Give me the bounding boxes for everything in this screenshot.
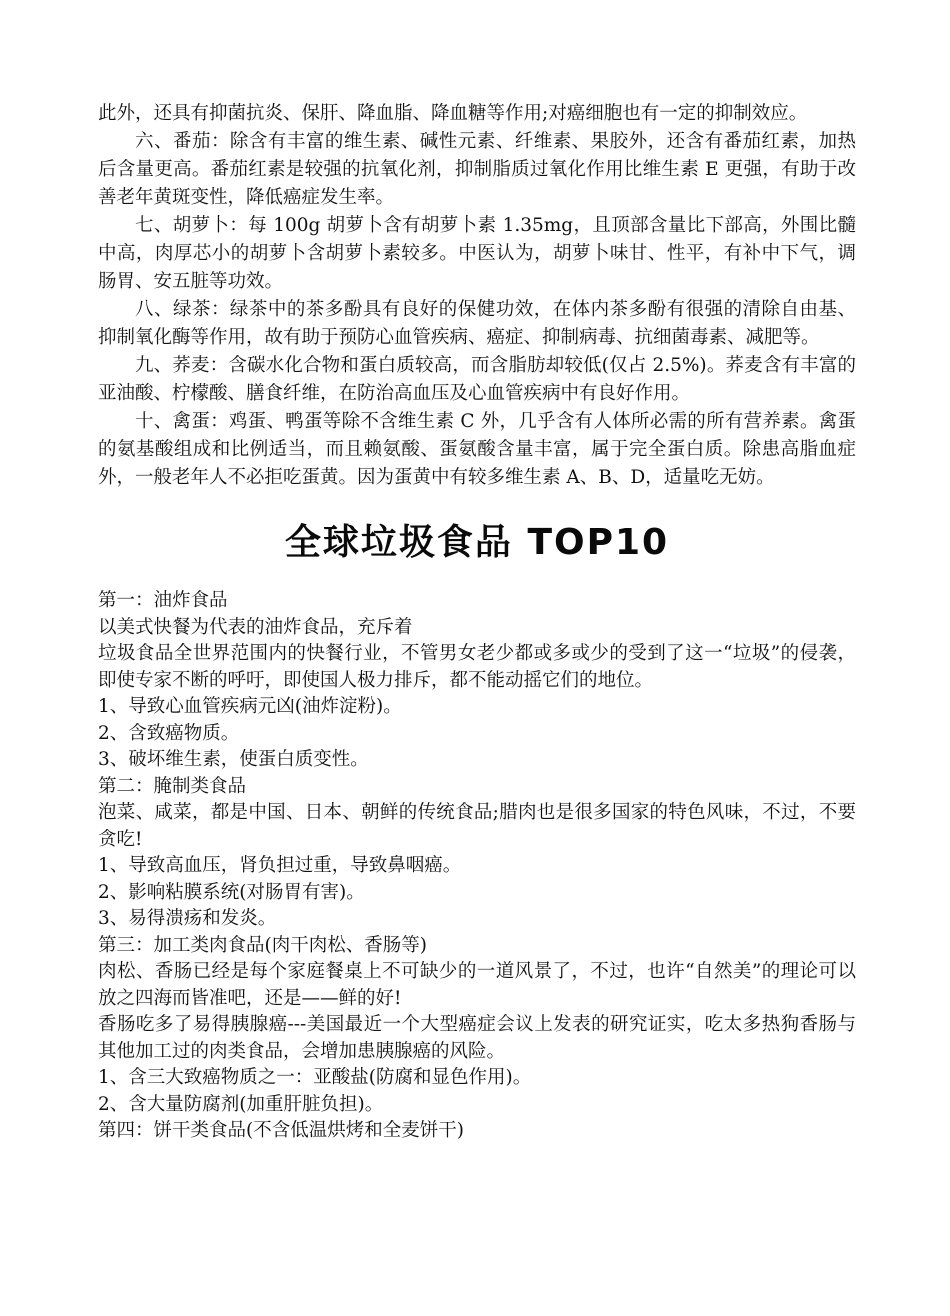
- list-item: 3、破坏维生素，使蛋白质变性。: [98, 749, 369, 770]
- list-item: 2、影响粘膜系统(对肠胃有害)。: [98, 881, 365, 903]
- heading-pickled-food: 第二：腌制类食品: [98, 775, 247, 797]
- paragraph-buckwheat: 九、荞麦：含碳水化合物和蛋白质较高，而含脂肪却较低(仅占 2.5%)。荞麦含有丰富的亚油酸、柠檬酸、膳食纤维，在防治高血压及心血管疾病中有良好作用。: [98, 355, 856, 404]
- heading-fried-food: 第一：油炸食品: [98, 590, 228, 611]
- document-page: [98, 100, 856, 1145]
- list-item: 2、含大量防腐剂(加重肝脏负担)。: [98, 1093, 384, 1115]
- heading-processed-meat: 第三：加工类肉食品(肉干肉松、香肠等): [98, 934, 427, 956]
- list-item: 2、含致癌物质。: [98, 722, 240, 744]
- section-title: 全球垃圾食品 TOP10: [284, 522, 670, 563]
- text-line: 肉松、香肠已经是每个家庭餐桌上不可缺少的一道风景了，不过，也许“自然美”的理论可以放之四海而皆准吧，还是——鲜的好!: [98, 961, 856, 1009]
- paragraph-intro-continuation: 此外，还具有抑菌抗炎、保肝、降血脂、降血糖等作用;对癌细胞也有一定的抑制效应。: [98, 103, 808, 124]
- text-line: 香肠吃多了易得胰腺癌---美国最近一个大型癌症会议上发表的研究证实，吃太多热狗香肠与其他加工过的肉类食品，会增加患胰腺癌的风险。: [98, 1014, 856, 1062]
- list-item: 3、易得溃疡和发炎。: [98, 908, 277, 929]
- text-line: 以美式快餐为代表的油炸食品，充斥着: [98, 616, 413, 638]
- paragraph-carrot: 七、胡萝卜：每 100g 胡萝卜含有胡萝卜素 1.35mg，且顶部含量比下部高，外围比髓中高，肉厚芯小的胡萝卜含胡萝卜素较多。中医认为，胡萝卜味甘、性平，有补中下气，调肠胃、安五脏等功效。: [98, 215, 856, 292]
- text-line: 泡菜、咸菜，都是中国、日本、朝鲜的传统食品;腊肉也是很多国家的特色风味，不过，不要贪吃!: [98, 802, 856, 850]
- list-item: 1、导致心血管疾病元凶(油炸淀粉)。: [98, 696, 402, 717]
- paragraph-tomato: 六、番茄：除含有丰富的维生素、碱性元素、纤维素、果胶外，还含有番茄红素，加热后含量更高。番茄红素是较强的抗氧化剂，抑制脂质过氧化作用比维生素 E 更强，有助于改善老年黄斑变性，降低癌症发生率。: [98, 131, 856, 208]
- list-item: 1、含三大致癌物质之一：亚酸盐(防腐和显色作用)。: [98, 1067, 532, 1088]
- heading-biscuits: 第四：饼干类食品(不含低温烘烤和全麦饼干): [98, 1120, 464, 1141]
- text-line: 垃圾食品全世界范围内的快餐行业，不管男女老少都或多或少的受到了这一“垃圾”的侵袭，即使专家不断的呼吁，即使国人极力排斥，都不能动摇它们的地位。: [98, 643, 856, 691]
- paragraph-eggs: 十、禽蛋：鸡蛋、鸭蛋等除不含维生素 C 外，几乎含有人体所必需的所有营养素。禽蛋的氨基酸组成和比例适当，而且赖氨酸、蛋氨酸含量丰富，属于完全蛋白质。除患高脂血症外，一般老年人不必拒吃蛋黄。因为蛋黄中有较多维生素 A、B、D，适量吃无妨。: [98, 411, 856, 488]
- list-item: 1、导致高血压，肾负担过重，导致鼻咽癌。: [98, 855, 462, 876]
- paragraph-green-tea: 八、绿茶：绿茶中的茶多酚具有良好的保健功效，在体内茶多酚有很强的清除自由基、抑制氧化酶等作用，故有助于预防心血管疾病、癌症、抑制病毒、抗细菌毒素、减肥等。: [98, 299, 856, 348]
